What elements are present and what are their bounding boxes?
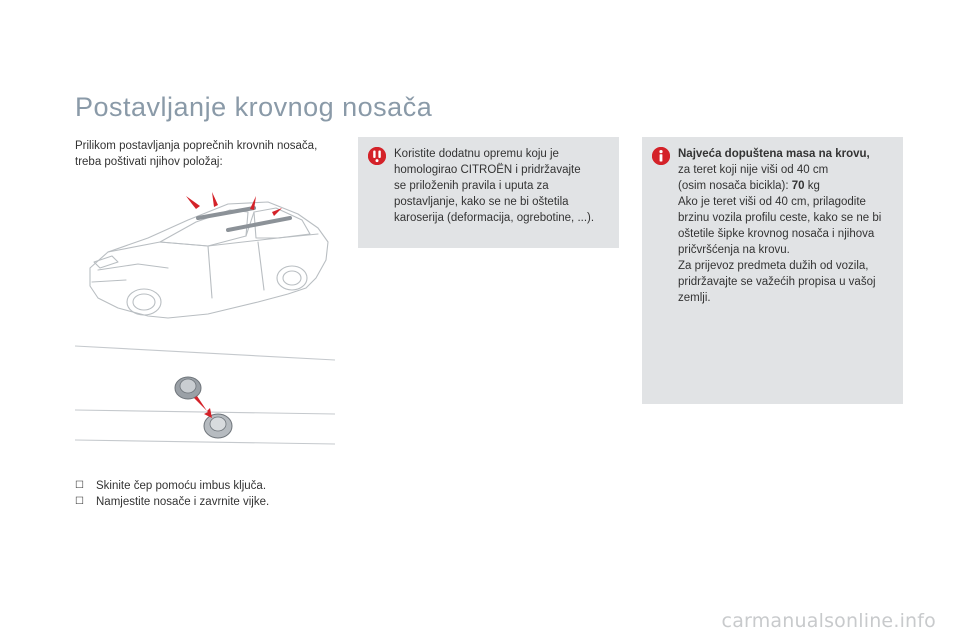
checkbox-bullet-icon: ☐ — [75, 496, 84, 507]
warning-line: se priloženih pravila i uputa za — [394, 180, 549, 192]
info-line: oštetile šipke krovnog nosača i njihova — [678, 228, 875, 240]
info-line: za teret koji nije viši od 40 cm — [678, 164, 829, 176]
warning-box — [358, 137, 619, 248]
roof-cap-detail-illustration — [70, 340, 340, 450]
intro-text: Prilikom postavljanja poprečnih krovnih nosača, treba poštivati njihov položaj: — [75, 140, 318, 168]
list-item — [75, 494, 355, 510]
warning-icon — [368, 147, 386, 165]
warning-line: homologirao CITROËN i pridržavajte — [394, 164, 581, 176]
info-icon — [652, 147, 670, 165]
info-line: zemlji. — [678, 292, 711, 304]
checkbox-bullet-icon: ☐ — [75, 480, 84, 491]
warning-line: karoserija (deformacija, ogrebotine, ...). — [394, 212, 595, 224]
info-line: brzinu vozila profilu ceste, kako se ne bi — [678, 212, 882, 224]
list-item — [75, 478, 355, 494]
info-mass-unit: kg — [804, 180, 820, 192]
car-roof-rack-illustration — [78, 190, 348, 340]
info-line: Za prijevoz predmeta dužih od vozila, — [678, 260, 869, 272]
step-text: Namjestite nosače i zavrnite vijke. — [96, 496, 270, 508]
instruction-steps — [75, 478, 355, 510]
info-mass-prefix: (osim nosača bicikla): — [678, 180, 792, 192]
info-line: pridržavajte se važećih propisa u vašoj — [678, 276, 876, 288]
info-box — [642, 137, 903, 404]
info-line: Ako je teret viši od 40 cm, prilagodite — [678, 196, 866, 208]
info-line: pričvršćenja na krovu. — [678, 244, 790, 256]
warning-line: Koristite dodatnu opremu koju je — [394, 148, 559, 160]
warning-line: postavljanje, kako se ne bi oštetila — [394, 196, 569, 208]
info-heading: Najveća dopuštena masa na krovu, — [678, 148, 870, 160]
info-mass-value: 70 — [791, 180, 805, 192]
watermark: carmanualsonline.info — [721, 610, 936, 632]
step-text: Skinite čep pomoću imbus ključa. — [96, 480, 267, 492]
info-line-mass — [678, 178, 895, 194]
page-title: Postavljanje krovnog nosača — [75, 92, 433, 122]
